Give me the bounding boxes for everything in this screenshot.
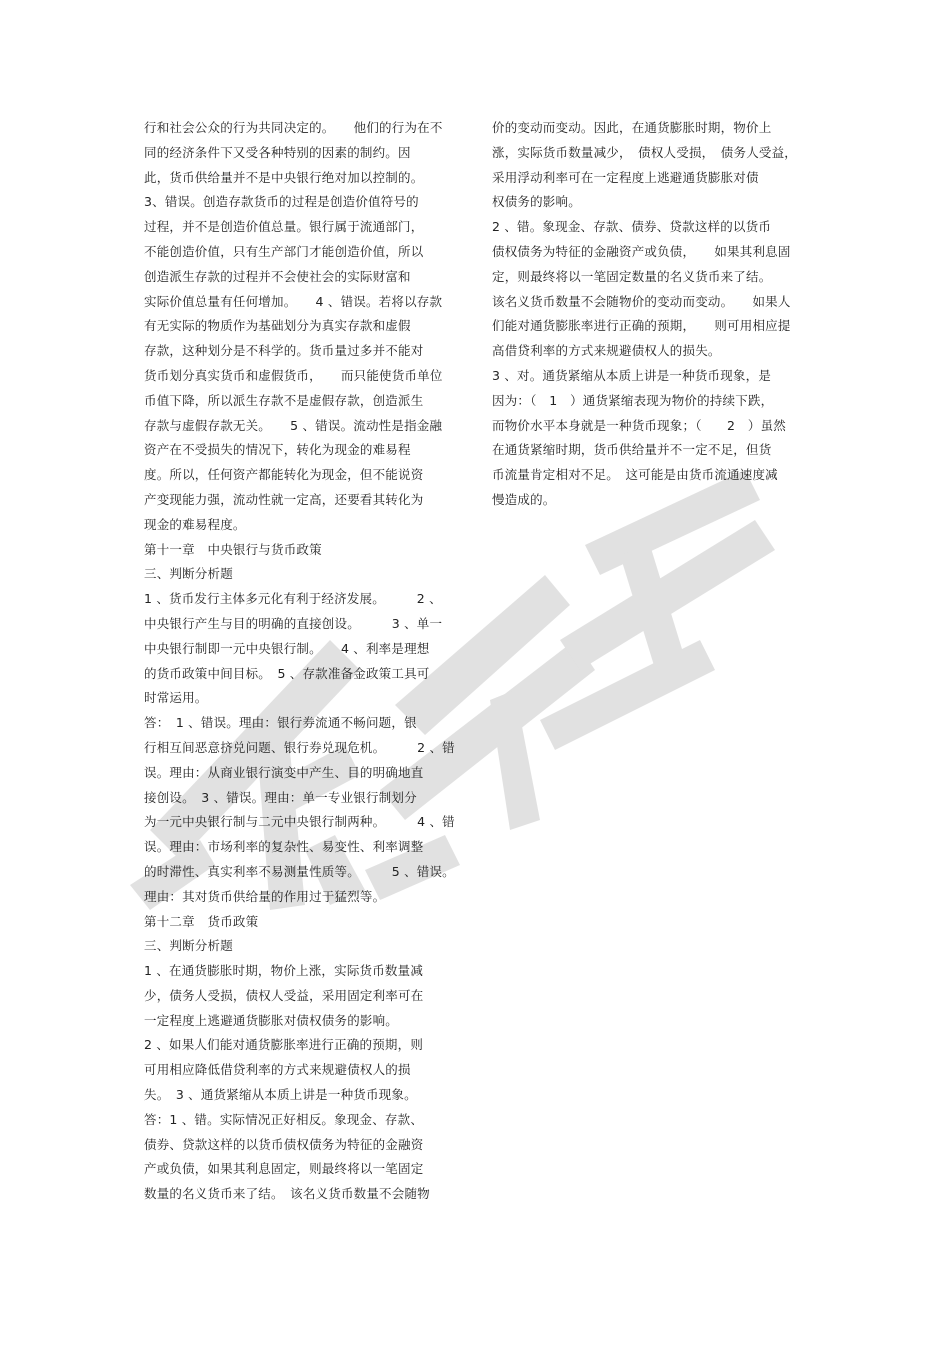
text-line: 存款与虚假存款无关。 5 、错误。流动性是指金融: [144, 417, 443, 433]
text-line: 度。所以，任何资产都能转化为现金，但不能说资: [144, 467, 424, 483]
right-text-column: [492, 116, 810, 513]
text-line: 过程，并不是创造价值总量。银行属于流通部门，: [144, 219, 424, 235]
text-line: 债券、贷款这样的以货币债权债务为特征的金融资: [144, 1136, 424, 1152]
text-line: 存款，这种划分是不科学的。货币量过多并不能对: [144, 343, 424, 359]
text-line: 3、错误。创造存款货币的过程是创造价值符号的: [144, 194, 419, 210]
text-line: 行相互间恶意挤兑问题、银行券兑现危机。 2 、错: [144, 739, 455, 755]
text-line: 答： 1 、错误。理由：银行券流通不畅问题，银: [144, 715, 417, 731]
text-line: 价的变动而变动。因此，在通货膨胀时期，物价上: [492, 120, 772, 135]
text-line: 创造派生存款的过程并不会使社会的实际财富和: [144, 268, 411, 284]
text-line: 中央银行产生与目的明确的直接创设。 3 、单一: [144, 615, 443, 631]
text-line: 货币划分真实货币和虚假货币， 而只能使货币单位: [144, 367, 443, 383]
text-line: 为一元中央银行制与二元中央银行制两种。 4 、错: [144, 814, 455, 830]
text-line: 三、判断分析题: [144, 938, 233, 954]
text-line: 误。理由：市场利率的复杂性、易变性、利率调整: [144, 839, 424, 855]
left-text-column: [144, 116, 462, 1207]
text-line: 的货币政策中间目标。 5 、存款准备金政策工具可: [144, 665, 430, 681]
text-line: 因为：（ 1 ）通货紧缩表现为物价的持续下跌，: [492, 392, 774, 408]
text-line: 产变现能力强，流动性就一定高，还要看其转化为: [144, 491, 424, 507]
text-line: 可用相应降低借贷利率的方式来规避债权人的损: [144, 1062, 411, 1078]
text-line: 币值下降，所以派生存款不是虚假存款，创造派生: [144, 392, 424, 408]
text-line: 有无实际的物质作为基础划分为真实存款和虚假: [144, 318, 411, 334]
text-line: 定，则最终将以一笔固定数量的名义货币来了结。: [492, 268, 772, 284]
text-line: 数量的名义货币来了结。 该名义货币数量不会随物: [144, 1186, 430, 1202]
text-line: 高借贷利率的方式来规避债权人的损失。: [492, 343, 721, 359]
text-line: 现金的难易程度。: [144, 516, 246, 532]
text-line: 币流量肯定相对不足。 这可能是由货币流通速度减: [492, 467, 778, 483]
text-line: 误。理由：从商业银行演变中产生、目的明确地直: [144, 764, 424, 780]
text-line: 行和社会公众的行为共同决定的。 他们的行为在不: [144, 120, 443, 135]
text-line: 涨，实际货币数量减少， 债权人受损， 债务人受益，: [492, 144, 798, 160]
text-line: 第十二章 货币政策: [144, 913, 259, 929]
text-line: 1 、货币发行主体多元化有利于经济发展。 2 、: [144, 591, 442, 607]
text-line: 该名义货币数量不会随物价的变动而变动。 如果人: [492, 293, 791, 309]
text-line: 失。 3 、通货紧缩从本质上讲是一种货币现象。: [144, 1087, 417, 1103]
text-line: 少，债务人受损，债权人受益，采用固定利率可在: [144, 987, 424, 1003]
text-line: 而物价水平本身就是一种货币现象；（ 2 ）虽然: [492, 417, 787, 433]
text-line: 中央银行制即一元中央银行制。 4 、利率是理想: [144, 640, 430, 656]
text-line: 此，货币供给量并不是中央银行绝对加以控制的。: [144, 169, 424, 185]
text-line: 1 、在通货膨胀时期，物价上涨，实际货币数量减: [144, 963, 424, 979]
text-line: 采用浮动利率可在一定程度上逃避通货膨胀对债: [492, 169, 759, 185]
text-line: 3 、对。通货紧缩从本质上讲是一种货币现象，是: [492, 367, 772, 383]
text-line: 一定程度上逃避通货膨胀对债权债务的影响。: [144, 1012, 399, 1028]
text-line: 在通货紧缩时期，货币供给量并不一定不足，但货: [492, 442, 772, 458]
text-line: 资产在不受损失的情况下，转化为现金的难易程: [144, 442, 411, 458]
text-line: 权债务的影响。: [492, 194, 581, 210]
text-line: 慢造成的。: [492, 491, 556, 507]
text-line: 同的经济条件下又受各种特别的因素的制约。因: [144, 144, 411, 160]
text-line: 债权债务为特征的金融资产或负债， 如果其利息固: [492, 243, 791, 259]
text-line: 的时滞性、真实利率不易测量性质等。 5 、错误。: [144, 863, 455, 879]
text-line: 答：1 、错。实际情况正好相反。象现金、存款、: [144, 1111, 424, 1127]
text-line: 2 、如果人们能对通货膨胀率进行正确的预期，则: [144, 1037, 424, 1053]
text-line: 第十一章 中央银行与货币政策: [144, 541, 322, 557]
text-line: 接创设。 3 、错误。理由：单一专业银行制划分: [144, 789, 417, 805]
text-line: 产或负债，如果其利息固定，则最终将以一笔固定: [144, 1161, 424, 1177]
text-line: 时常运用。: [144, 690, 208, 706]
text-line: 们能对通货膨胀率进行正确的预期， 则可用相应提: [492, 318, 791, 334]
text-line: 不能创造价值，只有生产部门才能创造价值，所以: [144, 243, 424, 259]
text-line: 2 、错。象现金、存款、债券、贷款这样的以货币: [492, 219, 772, 235]
text-line: 理由：其对货币供给量的作用过于猛烈等。: [144, 888, 386, 904]
text-line: 实际价值总量有任何增加。 4 、错误。若将以存款: [144, 293, 443, 309]
text-line: 三、判断分析题: [144, 566, 233, 582]
